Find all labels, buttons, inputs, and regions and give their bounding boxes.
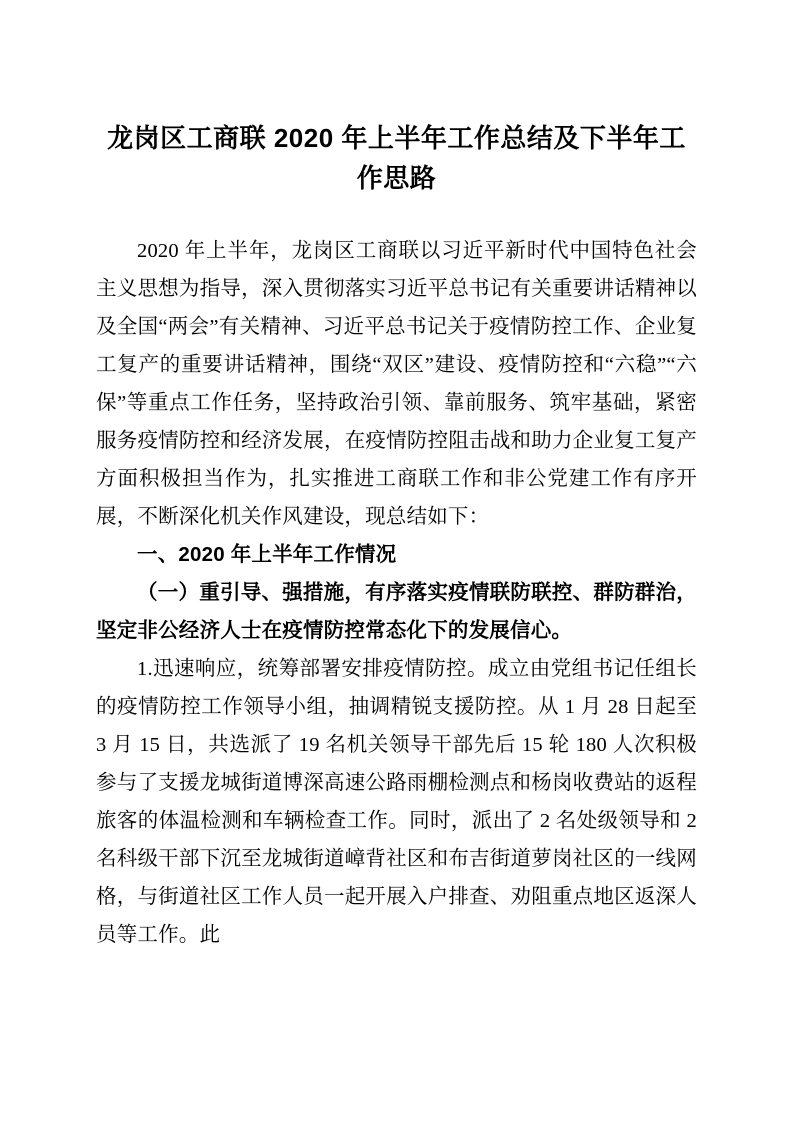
section-heading-1: 一、2020 年上半年工作情况 <box>137 543 397 566</box>
subsection-heading-1: （一）重引导、强措施，有序落实疫情联防联控、群防群治，坚定非公经济人士在疫情防控常态化下的发展信心。 <box>96 582 697 642</box>
page-title: 龙岗区工商联 2020 年上半年工作总结及下半年工作思路 <box>107 123 686 193</box>
body-paragraph-item-1: 1.迅速响应，统筹部署安排疫情防控。成立由党组书记任组长的疫情防控工作领导小组，抽调精锐支援防控。从 1 月 28 日起至 3 月 15 日，共选派了 19 名机关领导干部先后 15 轮 180 人次积极参与了支援龙城街道博深高速公路雨棚检测点和杨岗收费站的返程旅客的体温检测和车辆检查工作。同时，派出了 2 名处级领导和 2 名科级干部下沉至龙城街道嶂背社区和布吉街道萝岗社区的一线网格，与街道社区工作人员一起开展入户排查、劝阻重点地区返深人员等工作。此 <box>96 658 697 946</box>
intro-paragraph: 2020 年上半年，龙岗区工商联以习近平新时代中国特色社会主义思想为指导，深入贯彻落实习近平总书记有关重要讲话精神以及全国“两会”有关精神、习近平总书记关于疫情防控工作、企业复工复产的重要讲话精神，围绕“双区”建设、疫情防控和“六稳”“六保”等重点工作任务，坚持政治引领、靠前服务、筑牢基础，紧密服务疫情防控和经济发展，在疫情防控阻击战和助力企业复工复产方面积极担当作为，扎实推进工商联工作和非公党建工作有序开展，不断深化机关作风建设，现总结如下： <box>96 240 697 528</box>
